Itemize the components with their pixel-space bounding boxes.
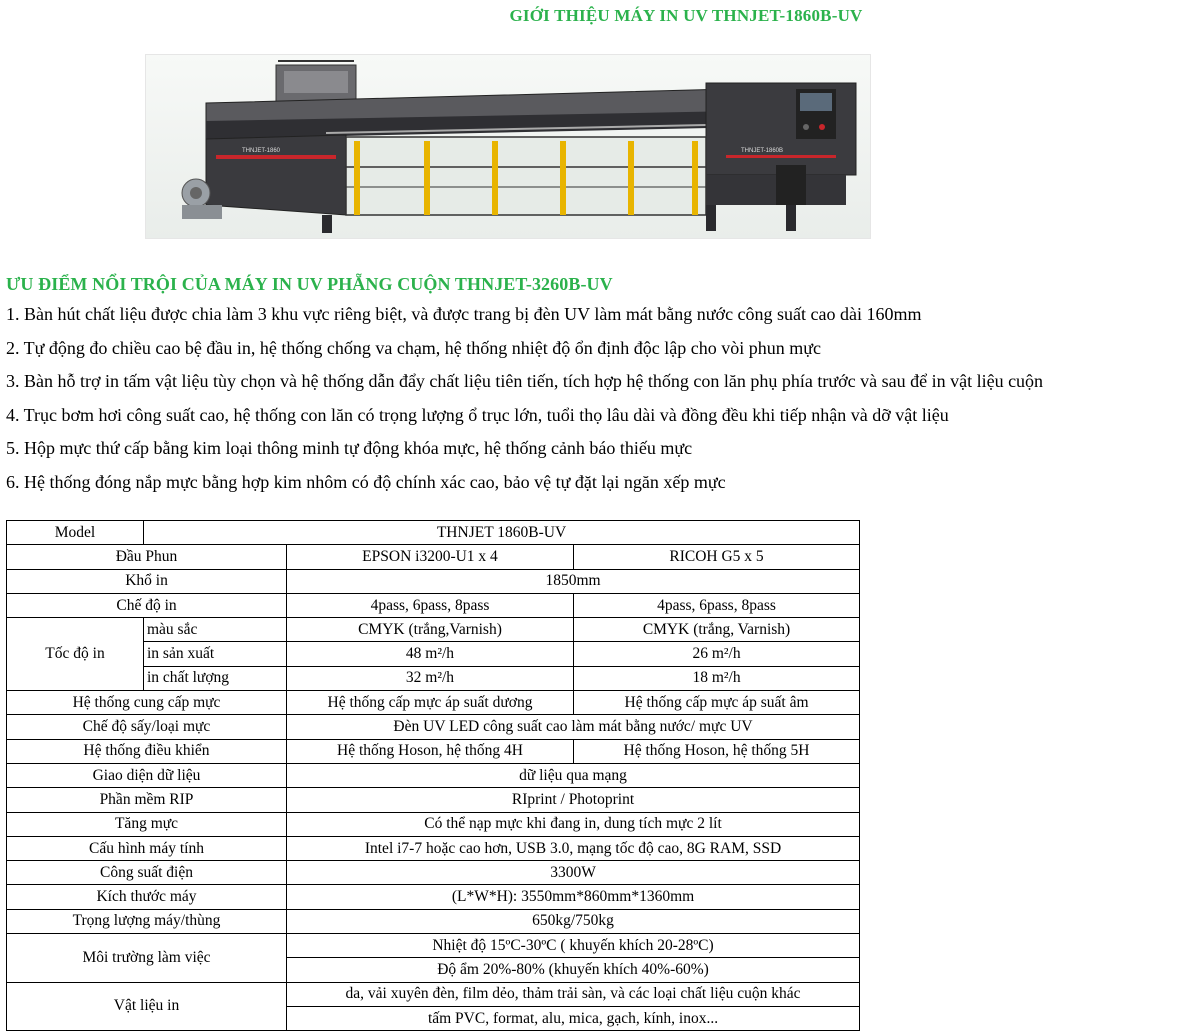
head-a: EPSON i3200-U1 x 4: [287, 545, 574, 569]
rip-value: RIprint / Photoprint: [287, 788, 860, 812]
control-a: Hệ thống Hoson, hệ thống 4H: [287, 739, 574, 763]
feature-list: [6, 300, 1043, 501]
size-value: (L*W*H): 3550mm*860mm*1360mm: [287, 885, 860, 909]
feature-item: 3. Bàn hỗ trợ in tấm vật liệu tùy chọn và hệ thống dẫn đẩy chất liệu tiên tiến, tích hợp hệ thống con lăn phụ phía trước và sau để in vật liệu cuộn: [6, 371, 1044, 391]
pc-label: Cấu hình máy tính: [7, 836, 287, 860]
feature-item: 5. Hộp mực thứ cấp bằng kim loại thông minh tự động khóa mực, hệ thống cảnh báo thiếu mực: [6, 438, 693, 458]
head-label: Đầu Phun: [7, 545, 287, 569]
material-label: Vật liệu in: [7, 982, 287, 1031]
power-value: 3300W: [287, 861, 860, 885]
drying-value: Đèn UV LED công suất cao làm mát bằng nước/ mực UV: [287, 715, 860, 739]
ink-supply-label: Hệ thống cung cấp mực: [7, 691, 287, 715]
table-row: [7, 885, 860, 909]
table-row: [7, 934, 860, 958]
rip-label: Phần mềm RIP: [7, 788, 287, 812]
env-label: Môi trường làm việc: [7, 934, 287, 983]
width-value: 1850mm: [287, 569, 860, 593]
control-b: Hệ thống Hoson, hệ thống 5H: [574, 739, 860, 763]
control-label: Hệ thống điều khiển: [7, 739, 287, 763]
weight-label: Trọng lượng máy/thùng: [7, 909, 287, 933]
speed-quality-label: in chất lượng: [144, 666, 287, 690]
ink-tank-value: Có thể nạp mực khi đang in, dung tích mực 2 lít: [287, 812, 860, 836]
printer-photo: [145, 54, 871, 239]
uv-printer-illustration: [146, 55, 870, 238]
model-value: THNJET 1860B-UV: [144, 521, 860, 545]
brand-label-right: THNJET-1860B: [741, 148, 784, 154]
table-row: [7, 593, 860, 617]
material-1: da, vải xuyên đèn, film dẻo, thảm trải sàn, và các loại chất liệu cuộn khác: [287, 982, 860, 1006]
ink-supply-a: Hệ thống cấp mực áp suất dương: [287, 691, 574, 715]
pc-value: Intel i7-7 hoặc cao hơn, USB 3.0, mạng tốc độ cao, 8G RAM, SSD: [287, 836, 860, 860]
size-label: Kích thước máy: [7, 885, 287, 909]
spec-table: [6, 520, 860, 1031]
speed-prod-a: 48 m²/h: [287, 642, 574, 666]
mode-label: Chế độ in: [7, 593, 287, 617]
table-row: [7, 788, 860, 812]
table-row: [7, 618, 860, 642]
table-row: [7, 545, 860, 569]
model-label: Model: [7, 521, 144, 545]
speed-color-label: màu sắc: [144, 618, 287, 642]
table-row: [7, 836, 860, 860]
table-row: [7, 763, 860, 787]
speed-prod-b: 26 m²/h: [574, 642, 860, 666]
env-temp: Nhiệt độ 15ºC-30ºC ( khuyến khích 20-28ºC): [287, 934, 860, 958]
table-row: [7, 521, 860, 545]
speed-color-b: CMYK (trắng, Varnish): [574, 618, 860, 642]
speed-quality-a: 32 m²/h: [287, 666, 574, 690]
width-label: Khổ in: [7, 569, 287, 593]
table-row: [7, 569, 860, 593]
table-row: [7, 812, 860, 836]
table-row: [7, 909, 860, 933]
speed-prod-label: in sản xuất: [144, 642, 287, 666]
mode-b: 4pass, 6pass, 8pass: [574, 593, 860, 617]
head-b: RICOH G5 x 5: [574, 545, 860, 569]
feature-item: 4. Trục bơm hơi công suất cao, hệ thống con lăn có trọng lượng ổ trục lớn, tuổi thọ lâu dài và đồng đều khi tiếp nhận và dỡ vật liệu: [6, 404, 949, 425]
brand-label-left: THNJET-1860: [242, 148, 281, 154]
drying-label: Chế độ sấy/loại mực: [7, 715, 287, 739]
table-row: [7, 861, 860, 885]
interface-value: dữ liệu qua mạng: [287, 763, 860, 787]
env-humidity: Độ ẩm 20%-80% (khuyến khích 40%-60%): [287, 958, 860, 982]
feature-item: 2. Tự động đo chiều cao bệ đầu in, hệ thống chống va chạm, hệ thống nhiệt độ ổn định độc lập cho vòi phun mực: [6, 337, 822, 358]
weight-value: 650kg/750kg: [287, 909, 860, 933]
page-title: GIỚI THIỆU MÁY IN UV THNJET-1860B-UV: [509, 6, 863, 25]
table-row: [7, 739, 860, 763]
speed-quality-b: 18 m²/h: [574, 666, 860, 690]
material-2: tấm PVC, format, alu, mica, gạch, kính, inox...: [287, 1006, 860, 1030]
feature-item: 1. Bàn hút chất liệu được chia làm 3 khu vực riêng biệt, và được trang bị đèn UV làm mát bằng nước công suất cao dài 160mm: [6, 304, 922, 324]
feature-item: 6. Hệ thống đóng nắp mực bằng hợp kim nhôm có độ chính xác cao, bảo vệ tự đặt lại ngăn xếp mực: [6, 471, 726, 492]
speed-color-a: CMYK (trắng,Varnish): [287, 618, 574, 642]
interface-label: Giao diện dữ liệu: [7, 763, 287, 787]
mode-a: 4pass, 6pass, 8pass: [287, 593, 574, 617]
table-row: [7, 982, 860, 1006]
section-title: ƯU ĐIỂM NỔI TRỘI CỦA MÁY IN UV PHẴNG CUỘN THNJET-3260B-UV: [6, 274, 613, 294]
ink-supply-b: Hệ thống cấp mực áp suất âm: [574, 691, 860, 715]
speed-label: Tốc độ in: [7, 618, 144, 691]
table-row: [7, 691, 860, 715]
ink-tank-label: Tăng mực: [7, 812, 287, 836]
table-row: [7, 715, 860, 739]
power-label: Công suất điện: [7, 861, 287, 885]
